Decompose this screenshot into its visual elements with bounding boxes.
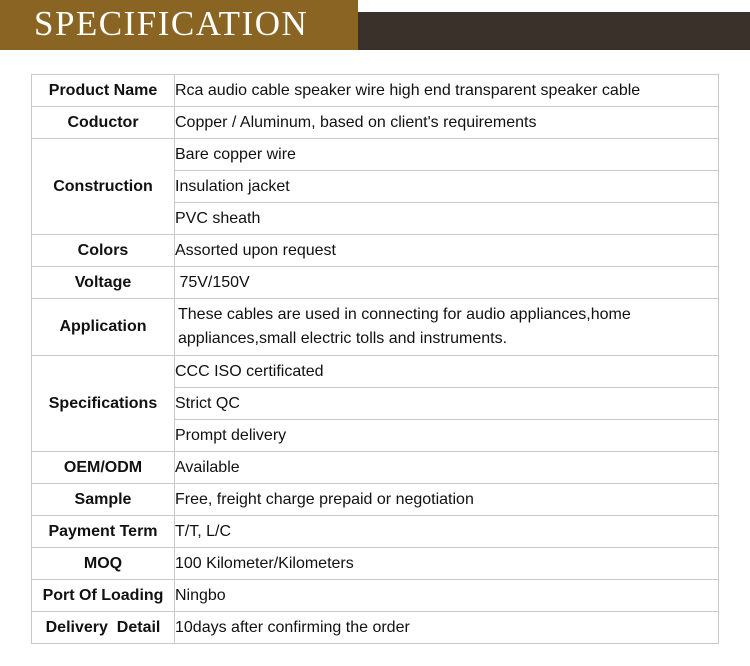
row-value: Rca audio cable speaker wire high end transparent speaker cable xyxy=(175,75,719,107)
row-value: 10days after confirming the order xyxy=(175,612,719,644)
row-label: MOQ xyxy=(32,548,175,580)
row-label: Product Name xyxy=(32,75,175,107)
row-conductor xyxy=(32,107,719,139)
row-value: Bare copper wire xyxy=(175,139,719,171)
row-value: Free, freight charge prepaid or negotiation xyxy=(175,484,719,516)
row-value: CCC ISO certificated xyxy=(175,356,719,388)
row-label: Specifications xyxy=(32,356,175,452)
row-value: Prompt delivery xyxy=(175,420,719,452)
row-port-of-loading xyxy=(32,580,719,612)
row-value: Strict QC xyxy=(175,388,719,420)
row-value: These cables are used in connecting for audio appliances,home appliances,small electric tolls and instruments. xyxy=(175,299,719,356)
row-value: Copper / Aluminum, based on client's requirements xyxy=(175,107,719,139)
row-payment-term xyxy=(32,516,719,548)
row-value: Available xyxy=(175,452,719,484)
spec-banner xyxy=(0,0,750,50)
row-value: PVC sheath xyxy=(175,203,719,235)
row-moq xyxy=(32,548,719,580)
row-value: 100 Kilometer/Kilometers xyxy=(175,548,719,580)
row-label: Construction xyxy=(32,139,175,235)
row-label: Voltage xyxy=(32,267,175,299)
row-label: Application xyxy=(32,299,175,356)
row-label: Coductor xyxy=(32,107,175,139)
row-label: Sample xyxy=(32,484,175,516)
row-specifications xyxy=(32,356,719,388)
row-label: Colors xyxy=(32,235,175,267)
row-voltage xyxy=(32,267,719,299)
row-colors xyxy=(32,235,719,267)
row-label: Payment Term xyxy=(32,516,175,548)
row-label: Delivery Detail xyxy=(32,612,175,644)
row-value: T/T, L/C xyxy=(175,516,719,548)
row-application xyxy=(32,299,719,356)
row-label: OEM/ODM xyxy=(32,452,175,484)
row-sample xyxy=(32,484,719,516)
row-delivery-detail xyxy=(32,612,719,644)
row-value: Assorted upon request xyxy=(175,235,719,267)
row-construction xyxy=(32,139,719,171)
row-value: Ningbo xyxy=(175,580,719,612)
spec-table xyxy=(31,74,719,644)
row-product-name xyxy=(32,75,719,107)
banner-title: SPECIFICATION xyxy=(34,4,309,43)
banner-dark-bar xyxy=(358,12,750,50)
row-oem-odm xyxy=(32,452,719,484)
row-label: Port Of Loading xyxy=(32,580,175,612)
row-value: 75V/150V xyxy=(175,267,719,299)
row-value: Insulation jacket xyxy=(175,171,719,203)
